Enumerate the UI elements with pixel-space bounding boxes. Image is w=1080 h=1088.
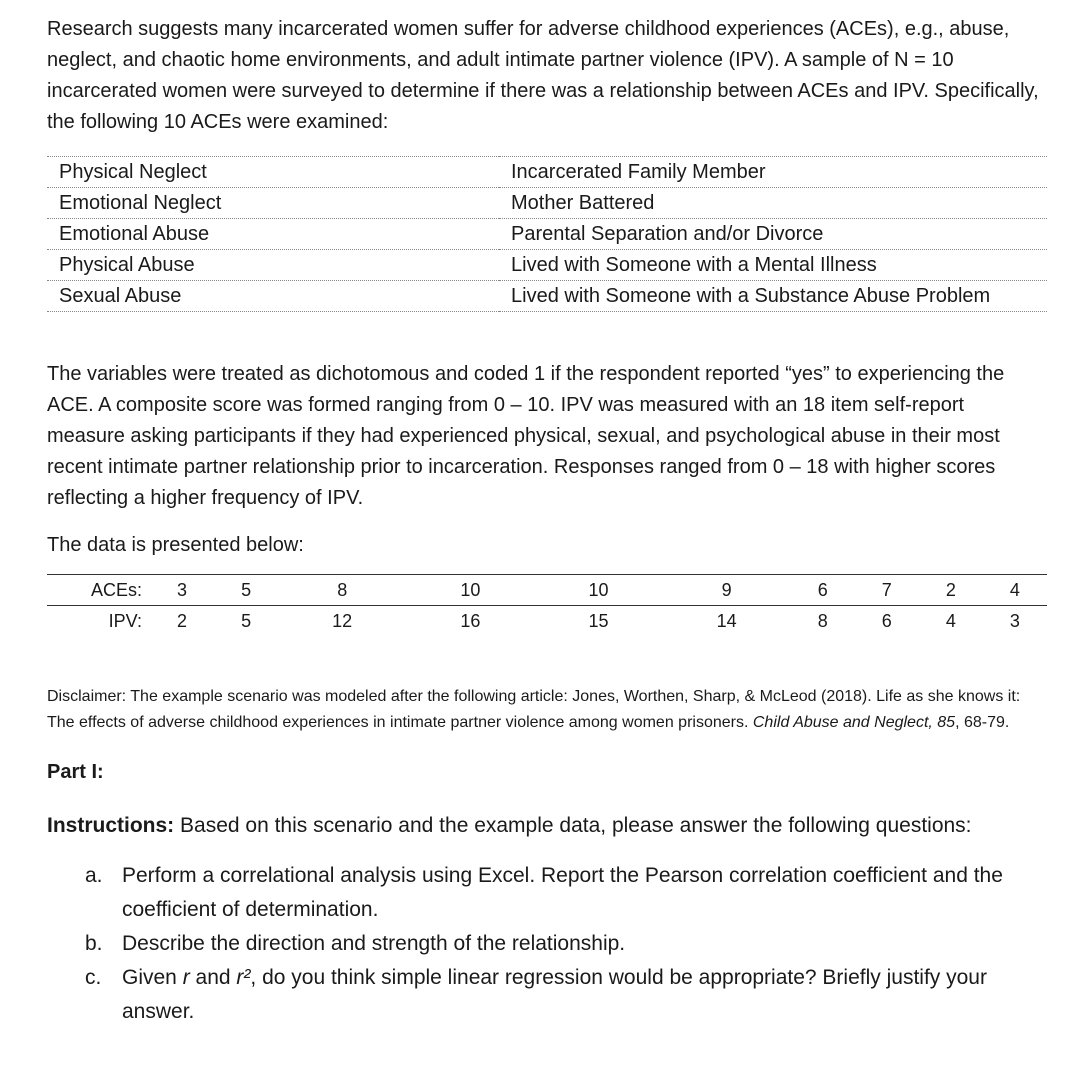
ace-item: Emotional Abuse (47, 219, 499, 250)
instructions-text: Based on this scenario and the example data, please answer the following questions: (174, 814, 972, 837)
data-cell: 3 (150, 575, 214, 606)
ipv-row (47, 606, 1047, 637)
data-cell: 4 (983, 575, 1047, 606)
table-row (47, 157, 1047, 188)
ace-item: Mother Battered (499, 188, 1047, 219)
data-cell: 5 (214, 575, 278, 606)
ace-item: Physical Abuse (47, 250, 499, 281)
method-paragraph: The variables were treated as dichotomous and coded 1 if the respondent reported “yes” to experiencing the ACE. A composite score was formed ranging from 0 – 10. IPV was measured with an 18 item self-report measure asking participants if they had experienced physical, sexual, and psychological abuse in their most recent intimate partner relationship prior to incarceration. Responses ranged from 0 – 18 with higher scores reflecting a higher frequency of IPV. (47, 363, 1005, 509)
data-cell: 2 (177, 610, 188, 631)
part-heading: Part I: (47, 761, 104, 783)
ace-item: Emotional Neglect (47, 188, 499, 219)
table-row (47, 188, 1047, 219)
data-cell: 16 (460, 610, 481, 631)
disclaimer-pages: , 68-79. (955, 714, 1010, 731)
question-text: Perform a correlational analysis using Excel. Report the Pearson correlation coefficient and the coefficient of determination. (122, 864, 1003, 921)
document-page (47, 14, 1047, 1029)
ace-item: Incarcerated Family Member (499, 157, 1047, 188)
data-cell: 8 (278, 575, 406, 606)
question-letter: c. (85, 966, 102, 989)
data-cell: 6 (791, 575, 855, 606)
ace-item: Physical Neglect (47, 157, 499, 188)
table-row (47, 219, 1047, 250)
data-cell: 8 (817, 610, 828, 631)
instructions (47, 809, 1047, 843)
question-text: Given r and r², do you think simple linear regression would be appropriate? Briefly justify your answer. (122, 966, 987, 1023)
ipv-label: IPV: (108, 610, 142, 631)
data-cell: 6 (881, 610, 892, 631)
data-cell: 15 (588, 610, 609, 631)
data-intro-text: The data is presented below: (47, 534, 304, 556)
ace-item: Lived with Someone with a Mental Illness (499, 250, 1047, 281)
question-list (47, 859, 1047, 1029)
question-text: Describe the direction and strength of the relationship. (122, 932, 626, 955)
journal-name: Child Abuse and Neglect, 85 (752, 714, 956, 731)
question-c (47, 961, 1047, 1029)
data-cell: 4 (945, 610, 956, 631)
question-b (47, 927, 1047, 961)
aces-table (47, 156, 1047, 312)
question-letter: b. (85, 932, 103, 955)
disclaimer (47, 684, 1047, 736)
ace-item: Sexual Abuse (47, 281, 499, 312)
data-cell: 2 (919, 575, 983, 606)
ace-item: Parental Separation and/or Divorce (499, 219, 1047, 250)
data-cell: 10 (534, 575, 662, 606)
question-a (47, 859, 1047, 927)
aces-label: ACEs: (47, 575, 150, 606)
data-cell: 5 (241, 610, 252, 631)
table-row (47, 250, 1047, 281)
data-table (47, 574, 1047, 636)
data-cell: 10 (406, 575, 534, 606)
disclaimer-text: Disclaimer: The example scenario was modeled after the following article: Jones, Worthen, Sharp, & McLeod (2018). Life as she knows it: The effects of adverse childhood experiences in intimate partner violence among women prisoners. (47, 688, 1021, 731)
ace-item: Lived with Someone with a Substance Abuse Problem (499, 281, 1047, 312)
question-letter: a. (85, 864, 103, 887)
intro-paragraph: Research suggests many incarcerated women suffer for adverse childhood experiences (ACEs), e.g., abuse, neglect, and chaotic home environments, and adult intimate partner violence (IPV). A sample of N = 10 incarcerated women were surveyed to determine if there was a relationship between ACEs and IPV. Specifically, the following 10 ACEs were examined: (47, 18, 1039, 133)
data-cell: 14 (716, 610, 737, 631)
instructions-label: Instructions: (47, 814, 175, 837)
aces-row (47, 575, 1047, 606)
table-row (47, 281, 1047, 312)
data-cell: 7 (855, 575, 919, 606)
data-cell: 3 (1009, 610, 1020, 631)
data-cell: 9 (663, 575, 791, 606)
data-cell: 12 (332, 610, 353, 631)
